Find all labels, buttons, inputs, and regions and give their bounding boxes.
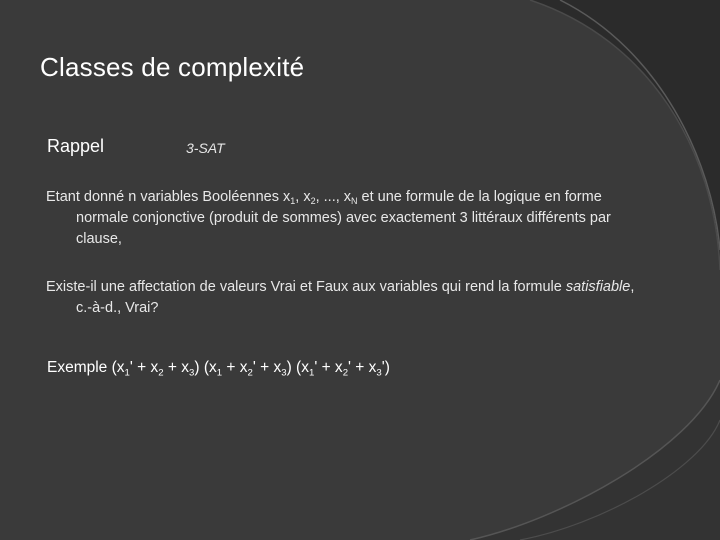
slide-title: Classes de complexité: [40, 52, 305, 82]
definition-paragraph: Etant donné n variables Booléennes $x_1$, $x_2$, ..., $x_N$ et une formule de la logique en forme normale conjonctive (produit de sommes) avec exactement 3 littéraux différents par clause,: [46, 189, 611, 247]
question-paragraph: Existe-il une affectation de valeurs Vrai et Faux aux variables qui rend la formule satisfiable, c.-à-d., Vrai?: [46, 279, 635, 316]
sat-label: 3-SAT: [186, 140, 225, 156]
example-formula: Exemple $(x_1' + x_2 + x_3) (x_1 + x_2' + x_3) (x_1' + x_2' + x_3')$: [47, 359, 390, 379]
rappel-label: Rappel: [47, 136, 105, 156]
